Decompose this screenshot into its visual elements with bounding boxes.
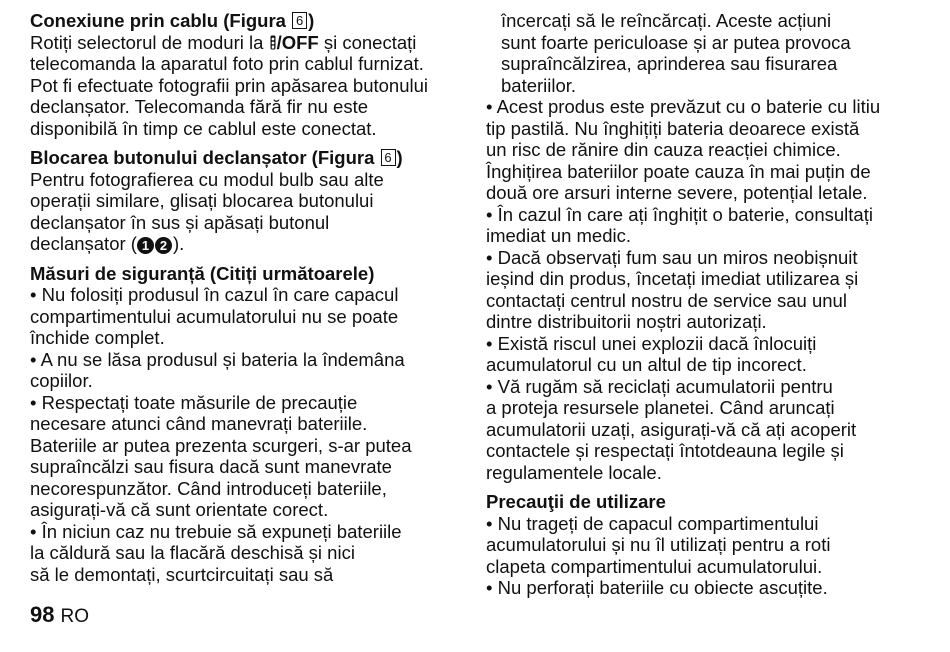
list-item	[30, 392, 458, 521]
page-footer	[30, 602, 89, 628]
left-column	[30, 10, 458, 593]
list-line: • A nu se lăsa produsul și bateria la îndemâna	[30, 348, 405, 370]
list-item	[486, 376, 926, 484]
list-line: necorespunzător. Când introduceți bateriile,	[30, 477, 387, 499]
list-line: să le demontați, scurtcircuitați sau să	[30, 563, 334, 585]
paragraph-line: încercați să le reîncărcați. Aceste acțiuni	[501, 10, 832, 31]
list-line: • Respectați toate măsurile de precauție	[30, 391, 358, 413]
text-span: ).	[172, 233, 185, 254]
list-item	[486, 247, 926, 333]
off-label: /OFF	[276, 31, 319, 53]
paragraph-line	[30, 32, 458, 54]
list-line: necesare atunci când manevrați bateriile.	[30, 413, 368, 434]
list-line: Bateriile ar putea prezenta scurgeri, s-ar putea	[30, 434, 412, 456]
title-text: Blocarea butonului declanșator (Figura	[30, 147, 380, 168]
list-line: imediat un medic.	[486, 225, 631, 246]
paragraph-line: disponibilă în timp ce cablul este conectat.	[30, 117, 377, 139]
list-line: asigurați-vă că sunt orientate corect.	[30, 499, 329, 520]
list-line: un risc de rănire din cauza reacției chimice.	[486, 139, 841, 160]
section-shutter-lock	[30, 147, 458, 255]
list-line: supraîncălzi sau fisura dacă sunt manevrate	[30, 456, 392, 477]
paragraph-line: supraîncălzirea, aprinderea sau fisurarea	[501, 53, 838, 74]
figure-ref: 6	[381, 149, 396, 166]
figure-ref: 6	[292, 12, 307, 29]
right-column	[486, 10, 926, 607]
step-1-icon: 1	[137, 237, 154, 254]
title-text-end: )	[308, 10, 315, 31]
list-item	[486, 204, 926, 247]
paragraph-line: Pot fi efectuate fotografii prin apăsarea butonului	[30, 74, 429, 96]
list-item	[30, 284, 458, 349]
section-title-shutter-lock	[30, 147, 458, 169]
list-item	[30, 521, 458, 586]
safety-list-continued	[486, 96, 926, 483]
list-line: Înghițirea bateriilor poate cauza în mai puțin de	[486, 160, 871, 182]
list-line: • Vă rugăm să reciclați acumulatorii pentru	[486, 375, 833, 397]
list-line: acumulatorii uzați, asigurați-vă că ați acoperit	[486, 418, 857, 440]
list-line: regulamentele locale.	[486, 461, 662, 483]
list-item	[486, 577, 926, 599]
list-line: • Nu trageți de capacul compartimentului	[486, 512, 819, 534]
list-line: • Acest produs este prevăzut cu o baterie cu litiu	[486, 96, 881, 117]
list-line: contactați centrul nostru de service sau unul	[486, 289, 847, 311]
language-code: RO	[60, 606, 89, 627]
list-line: la căldură sau la flacără deschisă și nici	[30, 542, 355, 563]
title-text: Conexiune prin cablu (Figura	[30, 10, 292, 31]
list-line: • În cazul în care ați înghițit o baterie, consultați	[486, 203, 873, 225]
list-line: • Nu folosiți produsul în cazul în care capacul	[30, 284, 399, 305]
paragraph-line	[30, 233, 458, 255]
list-line: compartimentului acumulatorului nu se poate	[30, 305, 399, 327]
paragraph-line: operații similare, glisați blocarea butonului	[30, 190, 374, 211]
list-item	[30, 349, 458, 392]
list-line: contactele și respectați întotdeauna legile și	[486, 440, 844, 461]
text-span: și conectați	[318, 31, 417, 53]
paragraph-line: sunt foarte periculoase și ar putea provoca	[501, 31, 851, 53]
section-safety	[30, 263, 458, 586]
paragraph-line: bateriilor.	[501, 74, 577, 96]
section-cable-connection	[30, 10, 458, 139]
list-line: tip pastilă. Nu înghițiți bateria deoarece există	[486, 117, 860, 139]
list-line: • Nu perforați bateriile cu obiecte ascuțite.	[486, 577, 828, 598]
paragraph-line: declanșator. Telecomanda fără fir nu este	[30, 96, 369, 117]
section-title-safety: Măsuri de siguranță (Citiți următoarele)	[30, 262, 375, 284]
text-span: declanșator (	[30, 233, 137, 254]
list-line: închide complet.	[30, 327, 165, 348]
step-2-icon: 2	[155, 237, 172, 254]
safety-list	[30, 284, 458, 585]
list-line: • Dacă observați fum sau un miros neobișnuit	[486, 246, 858, 268]
list-line: • În niciun caz nu trebuie să expuneți bateriile	[30, 520, 402, 542]
list-line: a proteja resursele planetei. Când aruncați	[486, 397, 835, 418]
list-item	[486, 513, 926, 578]
paragraph-line: declanșator în sus și apăsați butonul	[30, 211, 330, 233]
list-line: ieșind din produs, încetați imediat utilizarea și	[486, 268, 859, 289]
list-item-continuation	[486, 10, 926, 96]
page-number: 98	[30, 602, 55, 627]
list-line: • Există riscul unei explozii dacă înlocuiți	[486, 332, 817, 354]
list-line: două ore arsuri interne severe, potențial letale.	[486, 182, 868, 203]
section-title-usage-precautions: Precauţii de utilizare	[486, 491, 666, 512]
title-text-end: )	[396, 147, 403, 168]
list-item	[486, 96, 926, 204]
list-item	[486, 333, 926, 376]
precautions-list	[486, 513, 926, 599]
paragraph-line: telecomanda la aparatul foto prin cablul furnizat.	[30, 53, 424, 74]
paragraph-line: Pentru fotografierea cu modul bulb sau alte	[30, 168, 384, 190]
list-line: acumulatorului și nu îl utilizați pentru a roti	[486, 534, 831, 555]
list-line: clapeta compartimentului acumulatorului.	[486, 555, 823, 577]
list-line: dintre distribuitorii noștri autorizați.	[486, 311, 767, 332]
list-line: acumulatorul cu un altul de tip incorect.	[486, 354, 807, 375]
list-line: copiilor.	[30, 370, 93, 391]
text-span: Rotiți selectorul de moduri la	[30, 31, 269, 53]
section-title-cable-connection	[30, 10, 458, 32]
self-timer-mode-icon	[269, 35, 277, 50]
section-usage-precautions	[486, 491, 926, 599]
